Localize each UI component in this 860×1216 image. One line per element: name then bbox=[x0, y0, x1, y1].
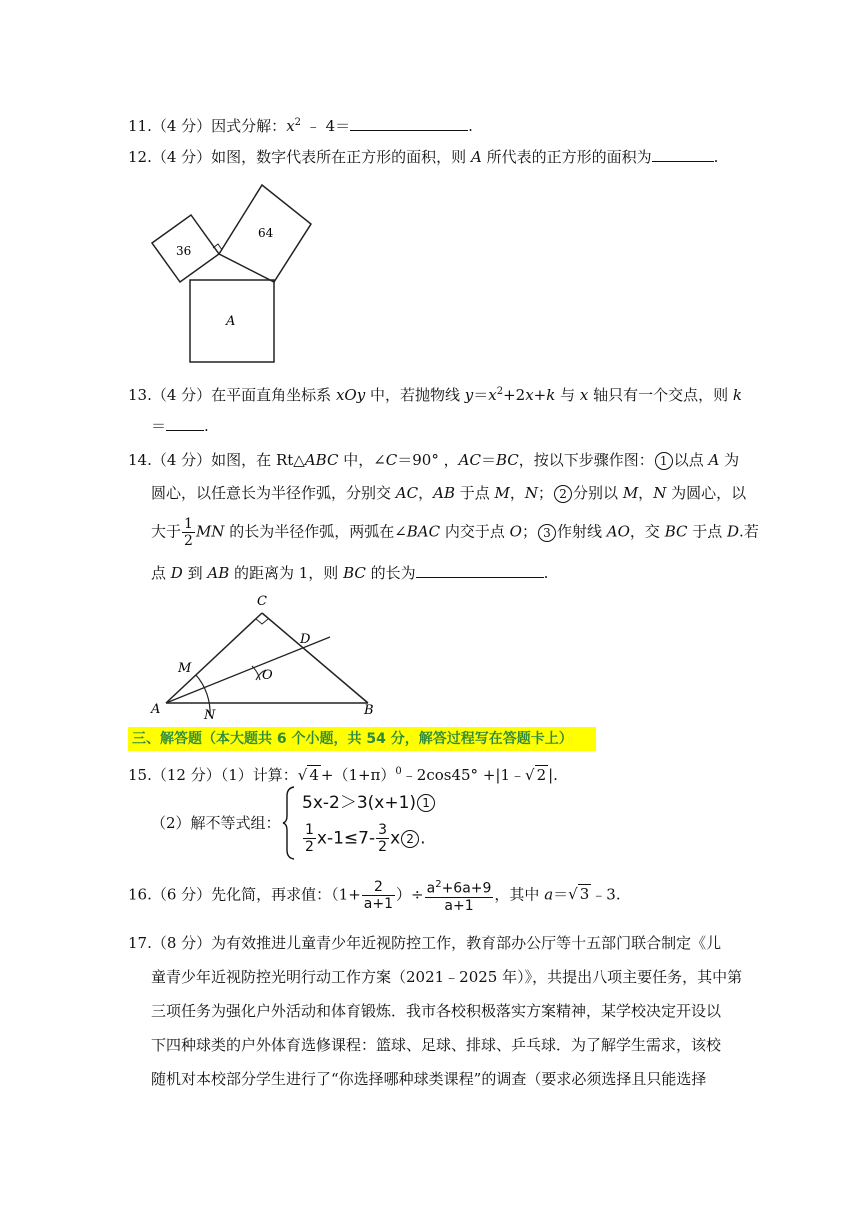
q13-score: （4 分） bbox=[151, 386, 212, 404]
q14-step-3-marker: 3 bbox=[538, 524, 556, 542]
q15-ineq-1-text: 5x-2＞3(x+1) bbox=[302, 793, 417, 813]
q12-squares-figure bbox=[148, 180, 318, 366]
q14-var: AC bbox=[458, 451, 481, 469]
q12-text-2: 所代表的正方形的面积为 bbox=[481, 148, 652, 166]
q15-score: （12 分） bbox=[151, 766, 221, 784]
q14-text: 圆心，以任意长为半径作弧，分别交 bbox=[151, 484, 396, 502]
q14-var: BC bbox=[495, 451, 519, 469]
q15-ineq-2-x: x bbox=[390, 828, 401, 849]
q14-text: ， bbox=[509, 484, 525, 502]
q14-text: 的距离为 1，则 bbox=[229, 564, 344, 582]
q14-text: 内交于点 bbox=[440, 522, 510, 541]
q13-var-k: k bbox=[546, 386, 556, 404]
q15-exponent: 0 bbox=[395, 766, 402, 777]
q14-step-1-marker: 1 bbox=[655, 452, 673, 470]
q13-number: 13. bbox=[128, 386, 152, 404]
q15-frac-den: 2 bbox=[305, 839, 314, 855]
q14-answer-blank[interactable] bbox=[416, 561, 544, 578]
q13-text-3: 与 bbox=[555, 386, 580, 404]
q14-text: 为圆心，以 bbox=[666, 484, 747, 502]
q16-frac2-den: a+1 bbox=[444, 897, 474, 914]
q15-frac-den: 2 bbox=[378, 839, 388, 855]
q15-fraction-half bbox=[303, 822, 316, 855]
q15-number: 15. bbox=[128, 766, 152, 784]
q14-var: D bbox=[170, 564, 183, 582]
q15-text: ﹣2cos45° +|1﹣ bbox=[401, 766, 525, 784]
q16-text: ）÷ bbox=[396, 885, 424, 904]
q14-text: 的长为半径作弧，两弧在∠ bbox=[224, 522, 407, 541]
question-16 bbox=[128, 877, 621, 914]
q14-text: 以点 bbox=[673, 451, 709, 469]
q14-var: O bbox=[509, 522, 522, 541]
q14-score: （4 分） bbox=[151, 451, 212, 469]
q14-fraction-denominator: 2 bbox=[184, 533, 193, 549]
q13-line2-eq: ＝ bbox=[151, 417, 167, 435]
q14-text: ， bbox=[418, 484, 434, 502]
q14-var: C bbox=[385, 451, 398, 469]
q13-end: . bbox=[204, 417, 209, 435]
q12-label-a: A bbox=[226, 314, 236, 329]
q15-text: |. bbox=[548, 766, 558, 784]
q14-label-m: M bbox=[178, 661, 192, 676]
q14-var: AB bbox=[433, 484, 455, 502]
q14-var: M bbox=[622, 484, 639, 502]
q15-inequality-2 bbox=[302, 822, 426, 855]
q16-radicand: 3 bbox=[579, 885, 590, 904]
q14-var: BC bbox=[343, 564, 366, 582]
q17-line-5: 随机对本校部分学生进行了“你选择哪种球类课程”的调查（要求必须选择且只能选择 bbox=[151, 1070, 707, 1088]
q16-frac2-num bbox=[425, 877, 494, 898]
q16-number: 16. bbox=[128, 885, 152, 904]
q15-dot: . bbox=[420, 828, 426, 849]
q12-text-1: 如图，数字代表所在正方形的面积，则 bbox=[211, 148, 471, 166]
q14-text: ，按以下步骤作图： bbox=[518, 451, 654, 469]
q12-var-a: A bbox=[470, 148, 482, 166]
q14-text: 中，∠ bbox=[338, 451, 386, 469]
q14-text: ； bbox=[521, 522, 537, 541]
q14-label-o: O bbox=[262, 668, 273, 683]
q12-label-64: 64 bbox=[258, 226, 274, 240]
q15-frac-num: 3 bbox=[378, 822, 388, 838]
q17-line-3: 三项任务为强化户外活动和体育锻炼．我市各校积极落实方案精神，某学校决定开设以 bbox=[151, 1002, 722, 1020]
q15-part-2-label: （2）解不等式组： bbox=[151, 814, 281, 832]
q14-text: ； bbox=[538, 484, 554, 502]
q16-frac2-exp: 2 bbox=[435, 879, 442, 890]
q16-text: ＝ bbox=[553, 885, 569, 904]
q14-var: ABC bbox=[304, 451, 339, 469]
q13-text-1: 在平面直角坐标系 bbox=[211, 386, 336, 404]
q14-var: A bbox=[708, 451, 720, 469]
q14-label-c: C bbox=[257, 594, 267, 609]
q14-text: 到 bbox=[182, 564, 208, 582]
q13-eq: ＝ bbox=[473, 386, 489, 404]
question-14-line-2 bbox=[151, 482, 746, 504]
q14-var: MN bbox=[195, 522, 225, 541]
q11-score: （4 分） bbox=[151, 117, 212, 135]
q13-exponent: 2 bbox=[496, 386, 504, 397]
q14-text: ， bbox=[638, 484, 654, 502]
q17-line-4: 下四种球类的户外体育选修课程：篮球、足球、排球、乒乓球．为了解学生需求，该校 bbox=[151, 1036, 722, 1054]
q11-number: 11. bbox=[128, 117, 152, 135]
q15-ineq-2-text: x-1≤7- bbox=[316, 828, 376, 849]
q14-var: AC bbox=[395, 484, 419, 502]
q14-var: BC bbox=[664, 522, 688, 541]
q12-answer-blank[interactable] bbox=[652, 145, 714, 162]
q12-number: 12. bbox=[128, 148, 152, 166]
q16-frac-num: 2 bbox=[362, 879, 395, 896]
q14-right-angle-mark bbox=[256, 619, 268, 624]
q14-text: 分别以 bbox=[573, 484, 623, 502]
q16-text: ，其中 bbox=[494, 885, 545, 904]
q15-sqrt-4: √ 4 bbox=[297, 766, 319, 784]
q14-text: 于点 bbox=[687, 522, 728, 541]
q14-text: 的长为 bbox=[365, 564, 416, 582]
q14-var: BAC bbox=[406, 522, 441, 541]
q13-var-x: x bbox=[525, 386, 534, 404]
q15-radicand-4: 4 bbox=[309, 766, 319, 784]
question-14-line-4 bbox=[151, 561, 548, 584]
q14-var: AB bbox=[207, 564, 230, 582]
q13-plus2: +2 bbox=[503, 386, 526, 404]
q14-text: ＝ bbox=[480, 451, 496, 469]
q11-var-x: x bbox=[286, 117, 295, 135]
q11-prompt: 因式分解： bbox=[211, 117, 287, 135]
q13-text-4: 轴只有一个交点，则 bbox=[588, 386, 733, 404]
q17-score: （8 分） bbox=[151, 934, 212, 952]
q17-number: 17. bbox=[128, 934, 152, 952]
q11-end: . bbox=[468, 117, 473, 135]
q14-number: 14. bbox=[128, 451, 152, 469]
q14-half-fraction bbox=[182, 516, 195, 549]
q11-answer-blank[interactable] bbox=[350, 114, 468, 131]
q11-exponent: 2 bbox=[294, 117, 302, 128]
q14-text: ＝90° ， bbox=[397, 451, 459, 469]
q16-var-a: a bbox=[544, 885, 554, 904]
q13-x-axis: x bbox=[579, 386, 589, 404]
q14-text: 为 bbox=[719, 451, 740, 469]
q15-text: +（1+π） bbox=[320, 766, 396, 784]
q14-label-a: A bbox=[151, 702, 161, 717]
q15-marker-1: 1 bbox=[417, 794, 435, 812]
section-3-heading: 三、解答题（本大题共 6 个小题，共 54 分，解答过程写在答题卡上） bbox=[128, 727, 596, 751]
question-12 bbox=[128, 145, 718, 168]
q16-text: ﹣3. bbox=[591, 885, 621, 904]
q14-var: AO bbox=[606, 522, 630, 541]
q14-var: N bbox=[653, 484, 667, 502]
q15-radicand-2: 2 bbox=[536, 766, 547, 784]
q16-score: （6 分） bbox=[151, 885, 212, 904]
question-15-part-2 bbox=[151, 812, 281, 834]
q16-frac-den: a+1 bbox=[363, 895, 394, 912]
q15-brace bbox=[282, 786, 296, 860]
q14-label-d: D bbox=[300, 632, 311, 647]
q13-var-k2: k bbox=[732, 386, 742, 404]
q13-plus: + bbox=[533, 386, 547, 404]
q16-frac2-a: a bbox=[426, 880, 436, 897]
question-15 bbox=[128, 761, 558, 786]
q14-label-b: B bbox=[364, 703, 374, 718]
q17-line-1: 为有效推进儿童青少年近视防控工作，教育部办公厅等十五部门联合制定《儿 bbox=[211, 934, 722, 952]
q14-fraction-numerator: 1 bbox=[184, 516, 193, 532]
q16-fraction-1 bbox=[362, 879, 395, 912]
q16-fraction-2 bbox=[425, 877, 494, 914]
q13-var-x2: x bbox=[488, 386, 497, 404]
q14-var: D bbox=[727, 522, 740, 541]
q14-end: . bbox=[543, 564, 549, 582]
q14-text: .若 bbox=[739, 522, 759, 541]
q11-rest: ﹣ 4＝ bbox=[301, 117, 351, 135]
q16-frac2-rest: +6a+9 bbox=[441, 880, 492, 897]
q16-sqrt-3: √ 3 bbox=[568, 885, 590, 904]
q12-score: （4 分） bbox=[151, 148, 212, 166]
q14-triangle-figure bbox=[148, 588, 388, 720]
q14-text: 大于 bbox=[151, 522, 182, 541]
q14-label-n: N bbox=[204, 708, 216, 720]
question-17 bbox=[128, 932, 721, 954]
q16-text: 先化简，再求值：（1+ bbox=[211, 885, 361, 904]
question-14 bbox=[128, 449, 739, 471]
q14-text: 点 bbox=[151, 564, 171, 582]
question-13-line-2 bbox=[151, 414, 209, 437]
q15-frac-num: 1 bbox=[305, 822, 314, 838]
q14-step-2-marker: 2 bbox=[554, 485, 572, 503]
q15-inequality-system bbox=[282, 786, 442, 862]
q15-sqrt-2: √ 2 bbox=[525, 766, 547, 784]
question-11 bbox=[128, 112, 473, 137]
q13-answer-blank[interactable] bbox=[166, 414, 204, 431]
q14-text: 作射线 bbox=[556, 522, 607, 541]
q14-text: 于点 bbox=[454, 484, 495, 502]
q13-var-y: y bbox=[464, 386, 474, 404]
q14-side-ac bbox=[166, 613, 262, 703]
q14-text: 如图，在 Rt△ bbox=[211, 451, 305, 469]
q15-part-1-label: （1）计算： bbox=[220, 766, 298, 784]
q15-marker-2: 2 bbox=[401, 830, 419, 848]
q12-label-36: 36 bbox=[176, 244, 192, 258]
question-13 bbox=[128, 381, 742, 406]
q12-right-angle-mark bbox=[213, 244, 222, 250]
q14-var: N bbox=[524, 484, 539, 502]
q15-inequality-1 bbox=[302, 788, 436, 813]
q15-fraction-three-halves bbox=[376, 822, 389, 855]
q17-line-2: 童青少年近视防控光明行动工作方案（2021﹣2025 年）》，共提出八项主要任务，其中第 bbox=[151, 968, 743, 986]
q13-text-2: 中，若抛物线 bbox=[365, 386, 465, 404]
q14-var: M bbox=[494, 484, 510, 502]
q13-xoy: xOy bbox=[335, 386, 366, 404]
q14-text: ，交 bbox=[629, 522, 665, 541]
q12-end: . bbox=[713, 148, 719, 166]
question-14-line-3 bbox=[151, 516, 759, 549]
